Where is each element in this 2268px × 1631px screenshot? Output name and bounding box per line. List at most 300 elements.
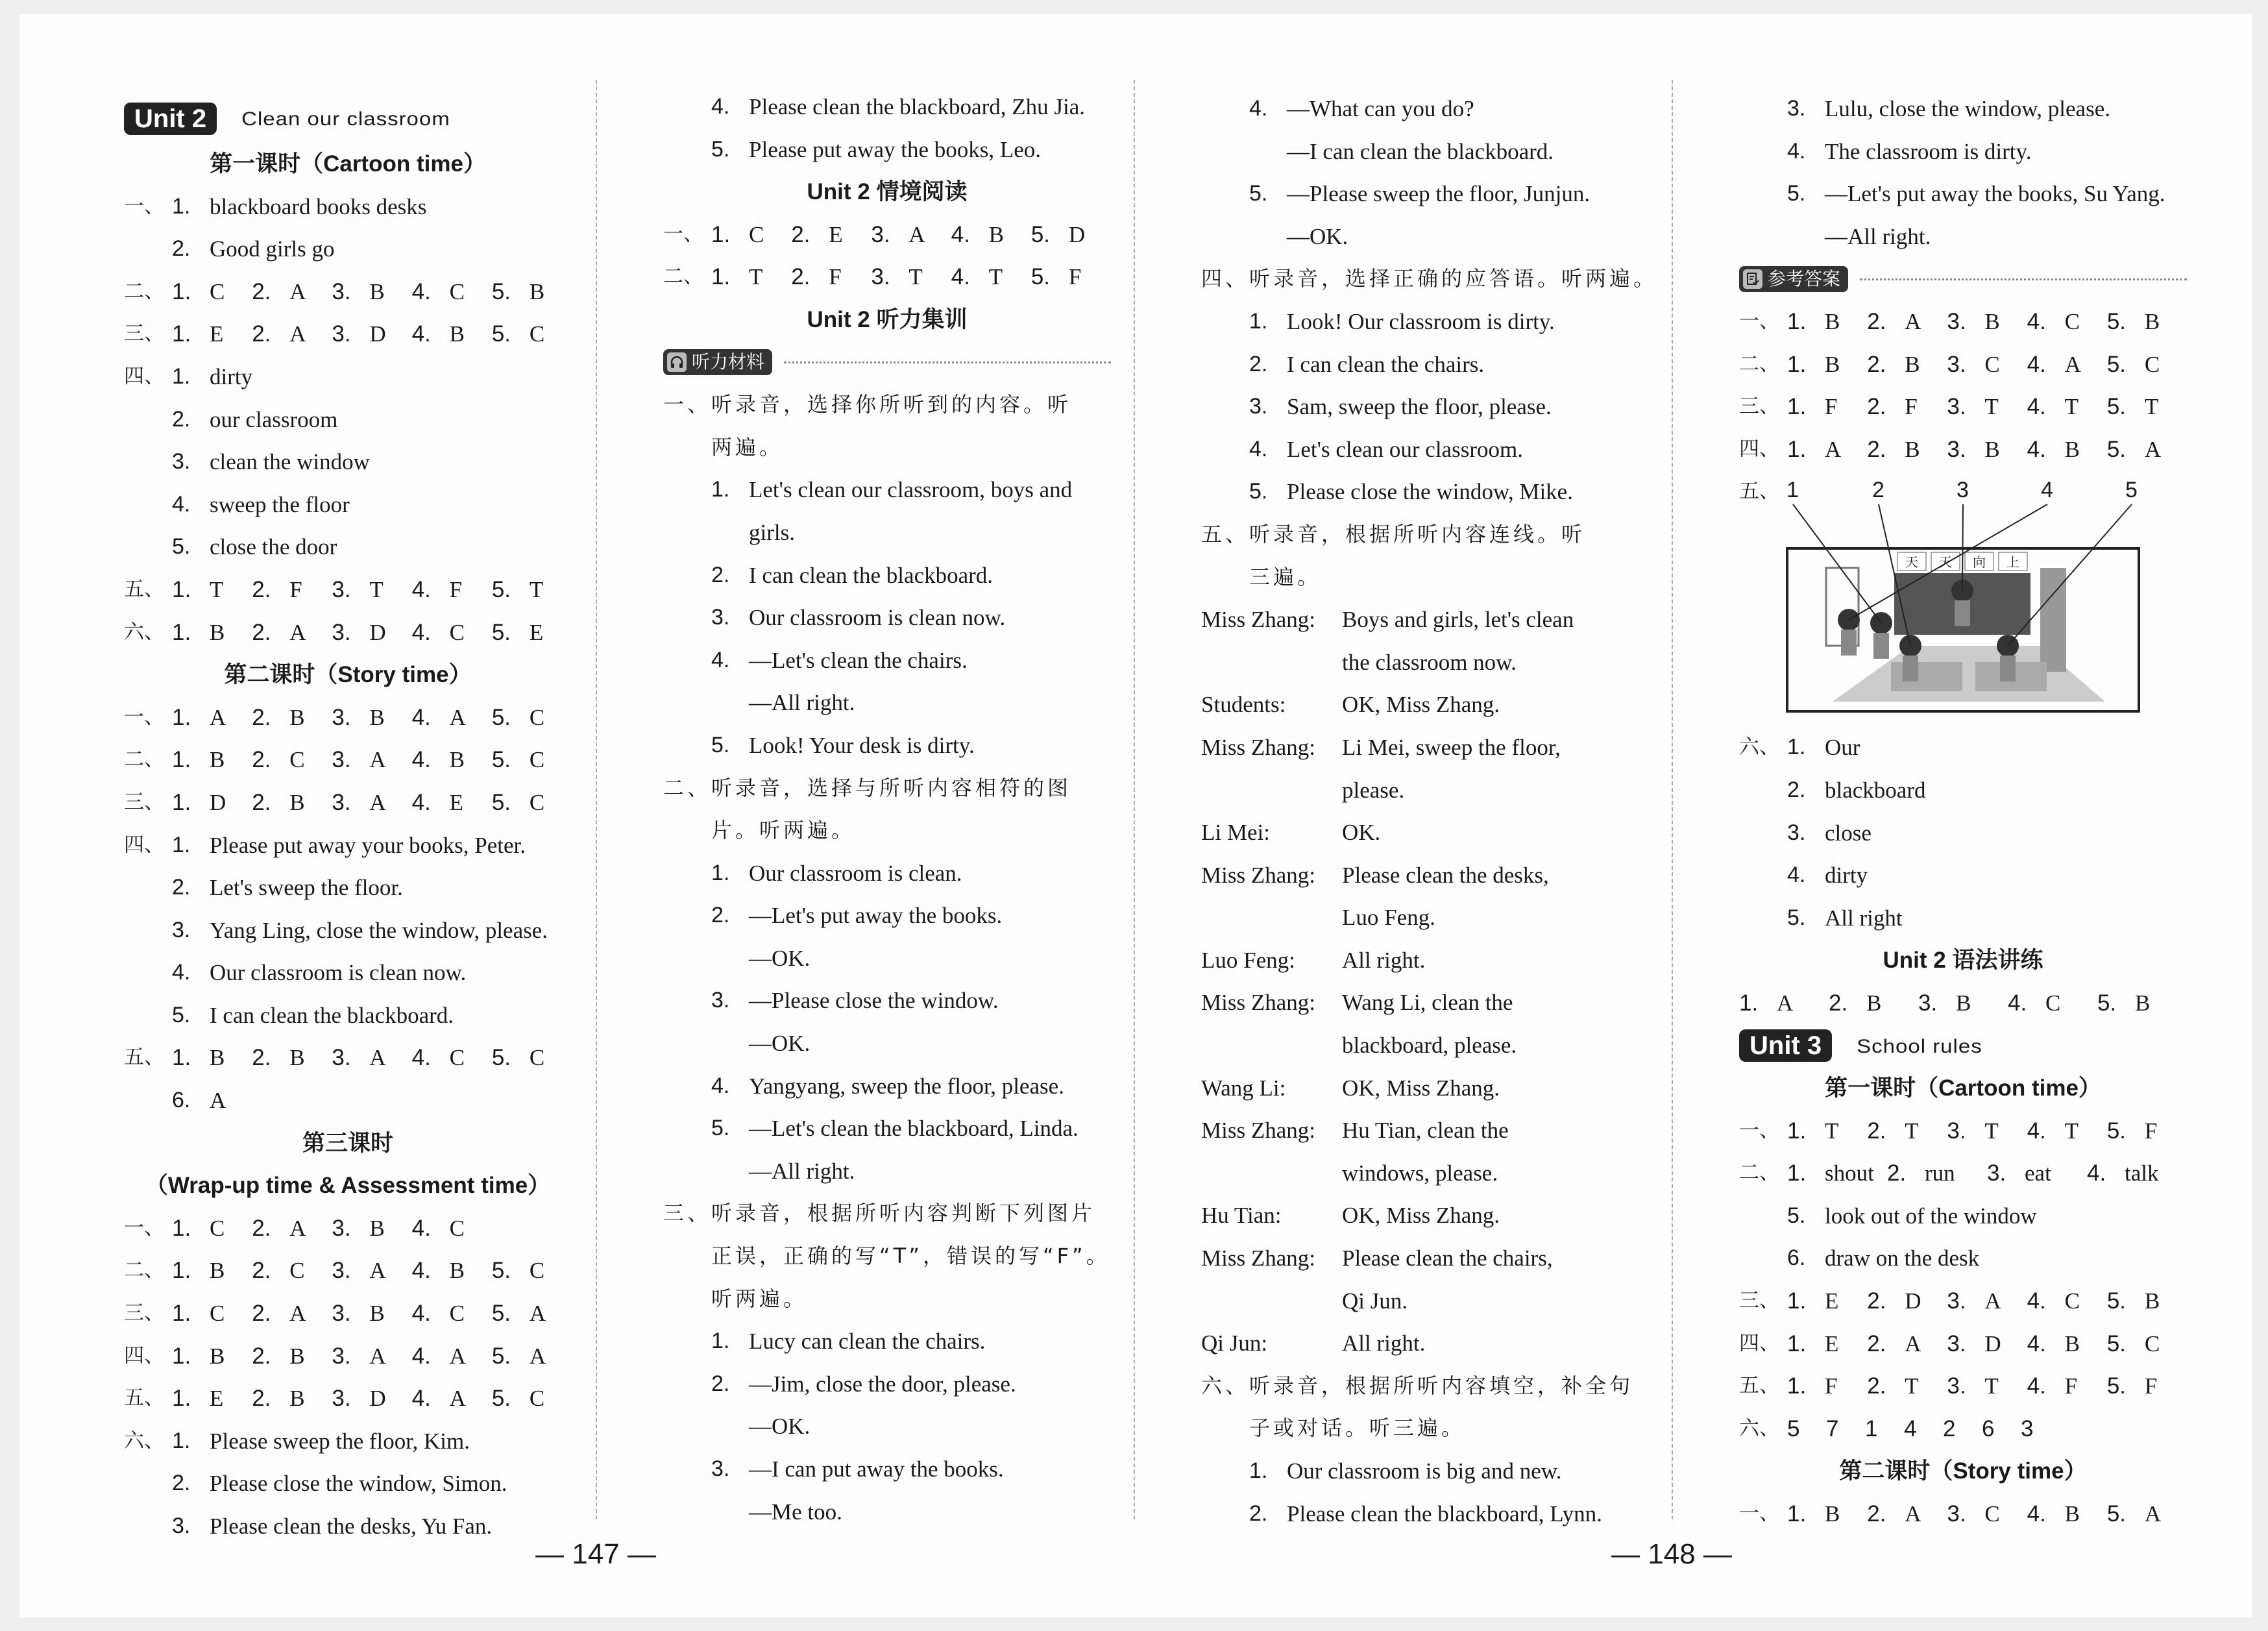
unit-title: Clean our classroom bbox=[241, 107, 450, 130]
answer-number: 1. bbox=[1739, 990, 1759, 1016]
unit-title: School rules bbox=[1857, 1035, 1982, 1057]
answer-number: 5. bbox=[2106, 1373, 2127, 1399]
answer-item bbox=[2107, 1280, 2187, 1323]
item-number: 5. bbox=[1249, 181, 1268, 206]
answer-number: 5. bbox=[491, 789, 511, 815]
line bbox=[124, 441, 572, 484]
answer-list bbox=[1787, 1110, 2187, 1153]
line bbox=[663, 894, 1111, 937]
answer-number: 2. bbox=[252, 1343, 271, 1369]
answer-value: E bbox=[210, 321, 224, 347]
answer-item bbox=[172, 1292, 252, 1335]
section-tag-label: 听力材料 bbox=[692, 351, 765, 373]
line bbox=[1201, 215, 1649, 258]
answer-value: B bbox=[1866, 990, 1882, 1016]
answer-item bbox=[412, 1292, 492, 1335]
answer-item bbox=[332, 271, 411, 313]
question-number: 五、 bbox=[124, 1046, 164, 1070]
answer-item bbox=[492, 1036, 572, 1079]
answer-item bbox=[1867, 1280, 1947, 1323]
answer-number: 4. bbox=[411, 321, 431, 347]
answer-number: 2. bbox=[252, 1045, 271, 1071]
answer-value: C bbox=[449, 278, 465, 304]
line bbox=[1201, 173, 1649, 215]
section-heading: 第一课时（Cartoon time） bbox=[210, 151, 486, 177]
question-number: 五、 bbox=[124, 577, 164, 601]
line bbox=[1739, 982, 2187, 1025]
answer-number: 1. bbox=[1787, 436, 1807, 462]
section-tag bbox=[1739, 266, 1848, 292]
answer-number: 3. bbox=[332, 747, 351, 773]
answer-item bbox=[2027, 1323, 2107, 1366]
answer-value: E bbox=[210, 1386, 224, 1412]
answer-value: B bbox=[2064, 436, 2080, 462]
item-number: 4. bbox=[711, 647, 730, 672]
answer-number: 2. bbox=[252, 1258, 271, 1284]
line bbox=[663, 937, 1111, 980]
dialogue-continuation: blackboard, please. bbox=[1342, 1033, 1517, 1059]
line bbox=[1201, 726, 1649, 769]
answer-item bbox=[1031, 256, 1111, 299]
answer-value: B bbox=[289, 1386, 305, 1412]
answer-list bbox=[1787, 1365, 2187, 1408]
item-text: Yangyang, sweep the floor, please. bbox=[749, 1073, 1064, 1099]
answer-value: A bbox=[289, 619, 306, 645]
answer-number: 3. bbox=[332, 1215, 351, 1241]
answer-number: 2. bbox=[1867, 1288, 1886, 1314]
answer-number: 1. bbox=[172, 1215, 191, 1241]
item-number: 1. bbox=[172, 1428, 191, 1453]
answer-item bbox=[791, 256, 871, 299]
dialogue-continuation: windows, please. bbox=[1342, 1160, 1498, 1186]
answer-item bbox=[2107, 1365, 2187, 1408]
answer-value: B bbox=[210, 747, 225, 773]
column-4 bbox=[1739, 88, 2187, 1536]
answer-number: 5. bbox=[2106, 1501, 2127, 1527]
answer-number: 3. bbox=[332, 789, 351, 815]
line bbox=[1201, 343, 1649, 386]
answer-value: T bbox=[1984, 394, 1999, 420]
answer-item bbox=[1787, 1110, 1867, 1153]
answer-list bbox=[1787, 1323, 2187, 1366]
child-body bbox=[2000, 656, 2016, 681]
line bbox=[663, 469, 1111, 511]
item-number: 3. bbox=[1249, 394, 1268, 419]
answer-value: A bbox=[449, 704, 466, 730]
speaker: Wang Li: bbox=[1201, 1075, 1286, 1101]
answer-number: 4. bbox=[411, 747, 431, 773]
answer-value: A bbox=[449, 1386, 466, 1412]
line bbox=[124, 1420, 572, 1463]
answer-item bbox=[2027, 1280, 2107, 1323]
line bbox=[1739, 726, 2187, 769]
answer-number: 4. bbox=[2027, 1331, 2046, 1356]
answer-item bbox=[412, 313, 492, 356]
answer-item bbox=[172, 1335, 252, 1378]
answer-item bbox=[2027, 386, 2107, 428]
answer-value: A bbox=[289, 1215, 306, 1241]
answer-value: C bbox=[2144, 1331, 2160, 1356]
answer-item bbox=[412, 1335, 492, 1378]
answer-item bbox=[2107, 428, 2187, 471]
line bbox=[124, 1079, 572, 1122]
answer-number: 1. bbox=[711, 221, 731, 247]
answer-number: 1. bbox=[172, 576, 191, 602]
answer-value: B bbox=[369, 278, 385, 304]
answer-value: C bbox=[529, 321, 545, 347]
answer-value: B bbox=[2135, 990, 2151, 1016]
answer-item bbox=[1987, 1152, 2087, 1195]
line bbox=[1201, 386, 1649, 428]
column-3 bbox=[1201, 88, 1658, 1535]
item-text: draw on the desk bbox=[1825, 1245, 1980, 1271]
line bbox=[1739, 428, 2187, 471]
answer-item bbox=[1947, 1365, 2027, 1408]
answer-list bbox=[1787, 343, 2187, 386]
line bbox=[1739, 854, 2187, 897]
question-number: 二、 bbox=[1739, 352, 1779, 376]
answer-number: 4. bbox=[2027, 1288, 2046, 1314]
item-continuation: —All right. bbox=[749, 1158, 855, 1184]
item-text: Our bbox=[1825, 735, 1860, 761]
answer-value: A bbox=[529, 1343, 546, 1369]
line bbox=[124, 994, 572, 1037]
item-number: 4. bbox=[1787, 138, 1806, 164]
line bbox=[663, 1022, 1111, 1065]
item-text: Lucy can clean the chairs. bbox=[749, 1329, 986, 1355]
item-text: Please clean the blackboard, Lynn. bbox=[1287, 1501, 1602, 1527]
answer-number: 1. bbox=[1787, 1118, 1807, 1144]
item-text: I can clean the chairs. bbox=[1287, 351, 1485, 377]
section-tag-label: 参考答案 bbox=[1768, 268, 1841, 290]
answer-number: 2. bbox=[252, 704, 271, 730]
answer-item bbox=[492, 569, 572, 611]
line bbox=[124, 228, 572, 271]
answer-value: D bbox=[369, 619, 386, 645]
answer-item bbox=[252, 739, 332, 781]
section-heading: 第二课时（Story time） bbox=[224, 662, 472, 688]
item-continuation: —OK. bbox=[1287, 223, 1348, 249]
instruction-continuation: 片。听两遍。 bbox=[711, 818, 856, 843]
answer-item bbox=[332, 1335, 411, 1378]
question-number: 五、 bbox=[1739, 1374, 1779, 1398]
answer-number: 4. bbox=[2027, 394, 2046, 420]
question-number: 四、 bbox=[124, 364, 164, 388]
line bbox=[1739, 1280, 2187, 1323]
line bbox=[1739, 897, 2187, 940]
item-number: 6. bbox=[1787, 1245, 1806, 1271]
line bbox=[1739, 1237, 2187, 1280]
answer-item bbox=[172, 1207, 252, 1250]
match-label: 1 bbox=[1786, 478, 1799, 503]
line bbox=[124, 951, 572, 994]
item-number: 1. bbox=[711, 477, 730, 502]
item-text: Look! Our classroom is dirty. bbox=[1287, 308, 1555, 334]
answer-number: 2. bbox=[1867, 1373, 1886, 1399]
answer-number: 5. bbox=[491, 278, 511, 304]
question-number: 三、 bbox=[124, 1301, 164, 1325]
speaker: Miss Zhang: bbox=[1201, 734, 1315, 760]
answer-item bbox=[1787, 1493, 1867, 1536]
answer-value: D bbox=[1905, 1288, 1921, 1314]
dialogue-text: OK, Miss Zhang. bbox=[1342, 692, 1500, 718]
dialogue-continuation: Qi Jun. bbox=[1342, 1288, 1408, 1314]
headphones-icon bbox=[667, 352, 687, 372]
answer-number: 5. bbox=[491, 1343, 511, 1369]
line bbox=[663, 129, 1111, 171]
line bbox=[663, 256, 1111, 299]
answer-item bbox=[252, 1036, 332, 1079]
line bbox=[1201, 428, 1649, 471]
item-text: All right bbox=[1825, 905, 1903, 931]
answer-number: 3. bbox=[332, 576, 351, 602]
answer-item bbox=[332, 781, 411, 824]
answer-value: T bbox=[988, 264, 1003, 290]
answer-item bbox=[492, 739, 572, 781]
answer-number: 2. bbox=[1867, 308, 1886, 334]
answer-number: 1. bbox=[172, 789, 191, 815]
answer-value: shout bbox=[1825, 1160, 1874, 1186]
line bbox=[1201, 1493, 1649, 1536]
line bbox=[1739, 215, 2187, 258]
sequence-item: 1 bbox=[1865, 1416, 1878, 1441]
answer-value: C bbox=[449, 619, 465, 645]
answer-list bbox=[172, 781, 572, 824]
question-number: 三、 bbox=[124, 322, 164, 346]
answer-number: 5. bbox=[2106, 308, 2127, 334]
desk bbox=[1891, 662, 1962, 691]
answer-item bbox=[1787, 1280, 1867, 1323]
item-number: 4. bbox=[711, 1073, 730, 1098]
column-divider bbox=[1672, 80, 1673, 1519]
answer-value: C bbox=[449, 1301, 465, 1327]
answer-item bbox=[711, 256, 791, 299]
answer-list bbox=[711, 256, 1111, 299]
sign-character: 向 bbox=[1973, 556, 1986, 570]
instruction: 三、听录音，根据所听内容判断下列图片 bbox=[663, 1201, 1096, 1226]
answer-number: 1. bbox=[172, 321, 191, 347]
item-number: 1. bbox=[172, 363, 191, 389]
answer-value: B bbox=[449, 321, 465, 347]
answer-item bbox=[332, 1292, 411, 1335]
section-heading: Unit 2 听力集训 bbox=[807, 306, 968, 332]
answer-value: T bbox=[2064, 394, 2079, 420]
answer-item bbox=[2107, 386, 2187, 428]
answer-number: 1. bbox=[172, 1343, 191, 1369]
item-text: clean the window bbox=[210, 449, 370, 475]
answer-item bbox=[412, 611, 492, 654]
answer-list bbox=[1787, 1280, 2187, 1323]
item-number: 4. bbox=[711, 94, 730, 119]
answer-value: A bbox=[529, 1301, 546, 1327]
answer-number: 2. bbox=[1867, 1118, 1886, 1144]
answer-item bbox=[2027, 1110, 2107, 1153]
instruction: 六、听录音，根据所听内容填空，补全句 bbox=[1201, 1373, 1634, 1398]
answer-value: T bbox=[1905, 1118, 1919, 1144]
item-number: 1. bbox=[1249, 308, 1268, 334]
answer-value: B bbox=[2064, 1331, 2080, 1356]
answer-value: A bbox=[2144, 436, 2162, 462]
line bbox=[124, 824, 572, 867]
dotted-rule bbox=[784, 362, 1111, 363]
answer-number: 4. bbox=[411, 704, 431, 730]
answer-value: B bbox=[210, 619, 225, 645]
answer-value: E bbox=[1825, 1288, 1839, 1314]
answer-item bbox=[332, 1036, 411, 1079]
answer-value: A bbox=[369, 1343, 386, 1369]
item-number: 2. bbox=[172, 406, 191, 432]
line bbox=[1201, 896, 1649, 939]
page-number-left: — 147 — bbox=[535, 1538, 656, 1570]
unit-header bbox=[124, 95, 572, 143]
dialogue-text: Boys and girls, let's clean bbox=[1342, 607, 1574, 633]
answer-number: 1. bbox=[1787, 1288, 1807, 1314]
dialogue-text: OK. bbox=[1342, 820, 1381, 846]
answer-item bbox=[492, 781, 572, 824]
line bbox=[1739, 130, 2187, 173]
line bbox=[124, 1292, 572, 1335]
answer-item bbox=[332, 611, 411, 654]
answer-list bbox=[172, 1207, 572, 1250]
answer-item bbox=[1947, 1280, 2027, 1323]
answer-item bbox=[252, 781, 332, 824]
item-text: Please sweep the floor, Kim. bbox=[210, 1428, 470, 1454]
dialogue-text: Please clean the chairs, bbox=[1342, 1245, 1553, 1271]
answer-value: C bbox=[2064, 1288, 2080, 1314]
answer-item bbox=[1031, 214, 1111, 256]
answer-value: D bbox=[1068, 221, 1086, 247]
item-number: 2. bbox=[172, 1471, 191, 1496]
item-number: 3. bbox=[1787, 820, 1806, 845]
question-number: 一、 bbox=[1739, 309, 1779, 333]
answer-item bbox=[252, 1377, 332, 1420]
answer-item bbox=[252, 313, 332, 356]
answer-item bbox=[2027, 1493, 2107, 1536]
answer-number: 4. bbox=[411, 619, 431, 645]
answer-number: 2. bbox=[252, 747, 271, 773]
answer-number: 3. bbox=[1947, 1373, 1966, 1399]
answer-value: B bbox=[2144, 1288, 2160, 1314]
answer-item bbox=[2027, 428, 2107, 471]
answer-item bbox=[791, 214, 871, 256]
answer-key-spread bbox=[19, 14, 2252, 1617]
section-heading: Unit 2 语法讲练 bbox=[1883, 948, 2043, 974]
answer-item bbox=[332, 569, 411, 611]
answer-value: talk bbox=[2125, 1160, 2159, 1186]
answer-value: A bbox=[2064, 351, 2081, 377]
answer-item bbox=[172, 271, 252, 313]
answer-item bbox=[2107, 343, 2187, 386]
answer-number: 1. bbox=[1787, 1160, 1807, 1186]
item-text: Please close the window, Simon. bbox=[210, 1471, 507, 1497]
answer-item bbox=[1739, 982, 1829, 1025]
answer-value: C bbox=[529, 1045, 545, 1071]
question-number: 三、 bbox=[124, 790, 164, 814]
question-number: 二、 bbox=[663, 265, 703, 289]
answer-number: 1. bbox=[1787, 394, 1807, 420]
answer-number: 3. bbox=[332, 1343, 351, 1369]
answer-number: 4. bbox=[951, 264, 970, 290]
answer-value: A bbox=[369, 1045, 386, 1071]
answer-value: F bbox=[1905, 394, 1918, 420]
question-number: 一、 bbox=[124, 194, 164, 218]
answer-number: 2. bbox=[1867, 394, 1886, 420]
item-number: 1. bbox=[711, 1329, 730, 1354]
answer-number: 1. bbox=[172, 619, 191, 645]
answer-list bbox=[172, 696, 572, 739]
answer-item bbox=[172, 739, 252, 781]
answer-number: 4. bbox=[411, 1301, 431, 1327]
child-body bbox=[1873, 633, 1889, 659]
question-number: 一、 bbox=[663, 222, 703, 246]
section-tag bbox=[663, 349, 772, 375]
sequence-item: 7 bbox=[1826, 1416, 1839, 1441]
answer-number: 3. bbox=[1947, 351, 1966, 377]
line bbox=[124, 484, 572, 526]
instruction: 一、听录音，选择你所听到的内容。听 bbox=[663, 392, 1072, 417]
question-number: 一、 bbox=[124, 1216, 164, 1240]
line bbox=[663, 1405, 1111, 1448]
answer-number: 3. bbox=[1947, 1331, 1966, 1356]
line bbox=[1201, 1067, 1649, 1110]
item-number: 5. bbox=[711, 732, 730, 757]
answer-item bbox=[252, 1292, 332, 1335]
answer-item bbox=[332, 1377, 411, 1420]
answer-number: 3. bbox=[1947, 1118, 1966, 1144]
line bbox=[1201, 1024, 1649, 1067]
line bbox=[124, 526, 572, 569]
answer-list bbox=[172, 271, 572, 313]
answer-number: 1. bbox=[172, 278, 191, 304]
answer-number: 2. bbox=[252, 321, 271, 347]
speaker: Miss Zhang: bbox=[1201, 1118, 1315, 1144]
line bbox=[1201, 130, 1649, 173]
answer-item bbox=[1787, 300, 1867, 343]
answer-number: 4. bbox=[2027, 1501, 2046, 1527]
answer-item bbox=[492, 1249, 572, 1292]
answer-value: C bbox=[529, 747, 545, 773]
answer-number: 4. bbox=[411, 1215, 431, 1241]
answer-number: 1. bbox=[1787, 351, 1807, 377]
item-text: —Let's clean the blackboard, Linda. bbox=[749, 1116, 1079, 1142]
answer-list bbox=[1787, 1493, 2187, 1536]
instruction: 二、听录音，选择与所听内容相符的图 bbox=[663, 775, 1072, 800]
answer-number: 5. bbox=[491, 576, 511, 602]
item-text: Lulu, close the window, please. bbox=[1825, 96, 2110, 121]
answer-item bbox=[2107, 1110, 2187, 1153]
match-label: 5 bbox=[2125, 478, 2138, 503]
answer-value: A bbox=[1984, 1288, 2001, 1314]
question-number: 一、 bbox=[1739, 1502, 1779, 1526]
item-number: 1. bbox=[1249, 1458, 1268, 1483]
unit-header bbox=[1739, 1025, 2187, 1068]
answer-value: T bbox=[2144, 394, 2159, 420]
answer-item bbox=[951, 256, 1031, 299]
answer-number: 2. bbox=[1867, 1501, 1886, 1527]
dialogue-text: OK, Miss Zhang. bbox=[1342, 1075, 1500, 1101]
speaker: Miss Zhang: bbox=[1201, 1245, 1315, 1271]
line bbox=[1201, 598, 1649, 641]
answer-item bbox=[2027, 300, 2107, 343]
item-text: Look! Your desk is dirty. bbox=[749, 732, 975, 758]
answer-item bbox=[412, 1207, 492, 1250]
answer-value: eat bbox=[2025, 1160, 2051, 1186]
item-continuation: —I can clean the blackboard. bbox=[1287, 138, 1554, 164]
item-number: 3. bbox=[711, 605, 730, 630]
answer-number: 4. bbox=[2027, 351, 2046, 377]
speaker: Hu Tian: bbox=[1201, 1203, 1282, 1229]
line bbox=[663, 214, 1111, 256]
